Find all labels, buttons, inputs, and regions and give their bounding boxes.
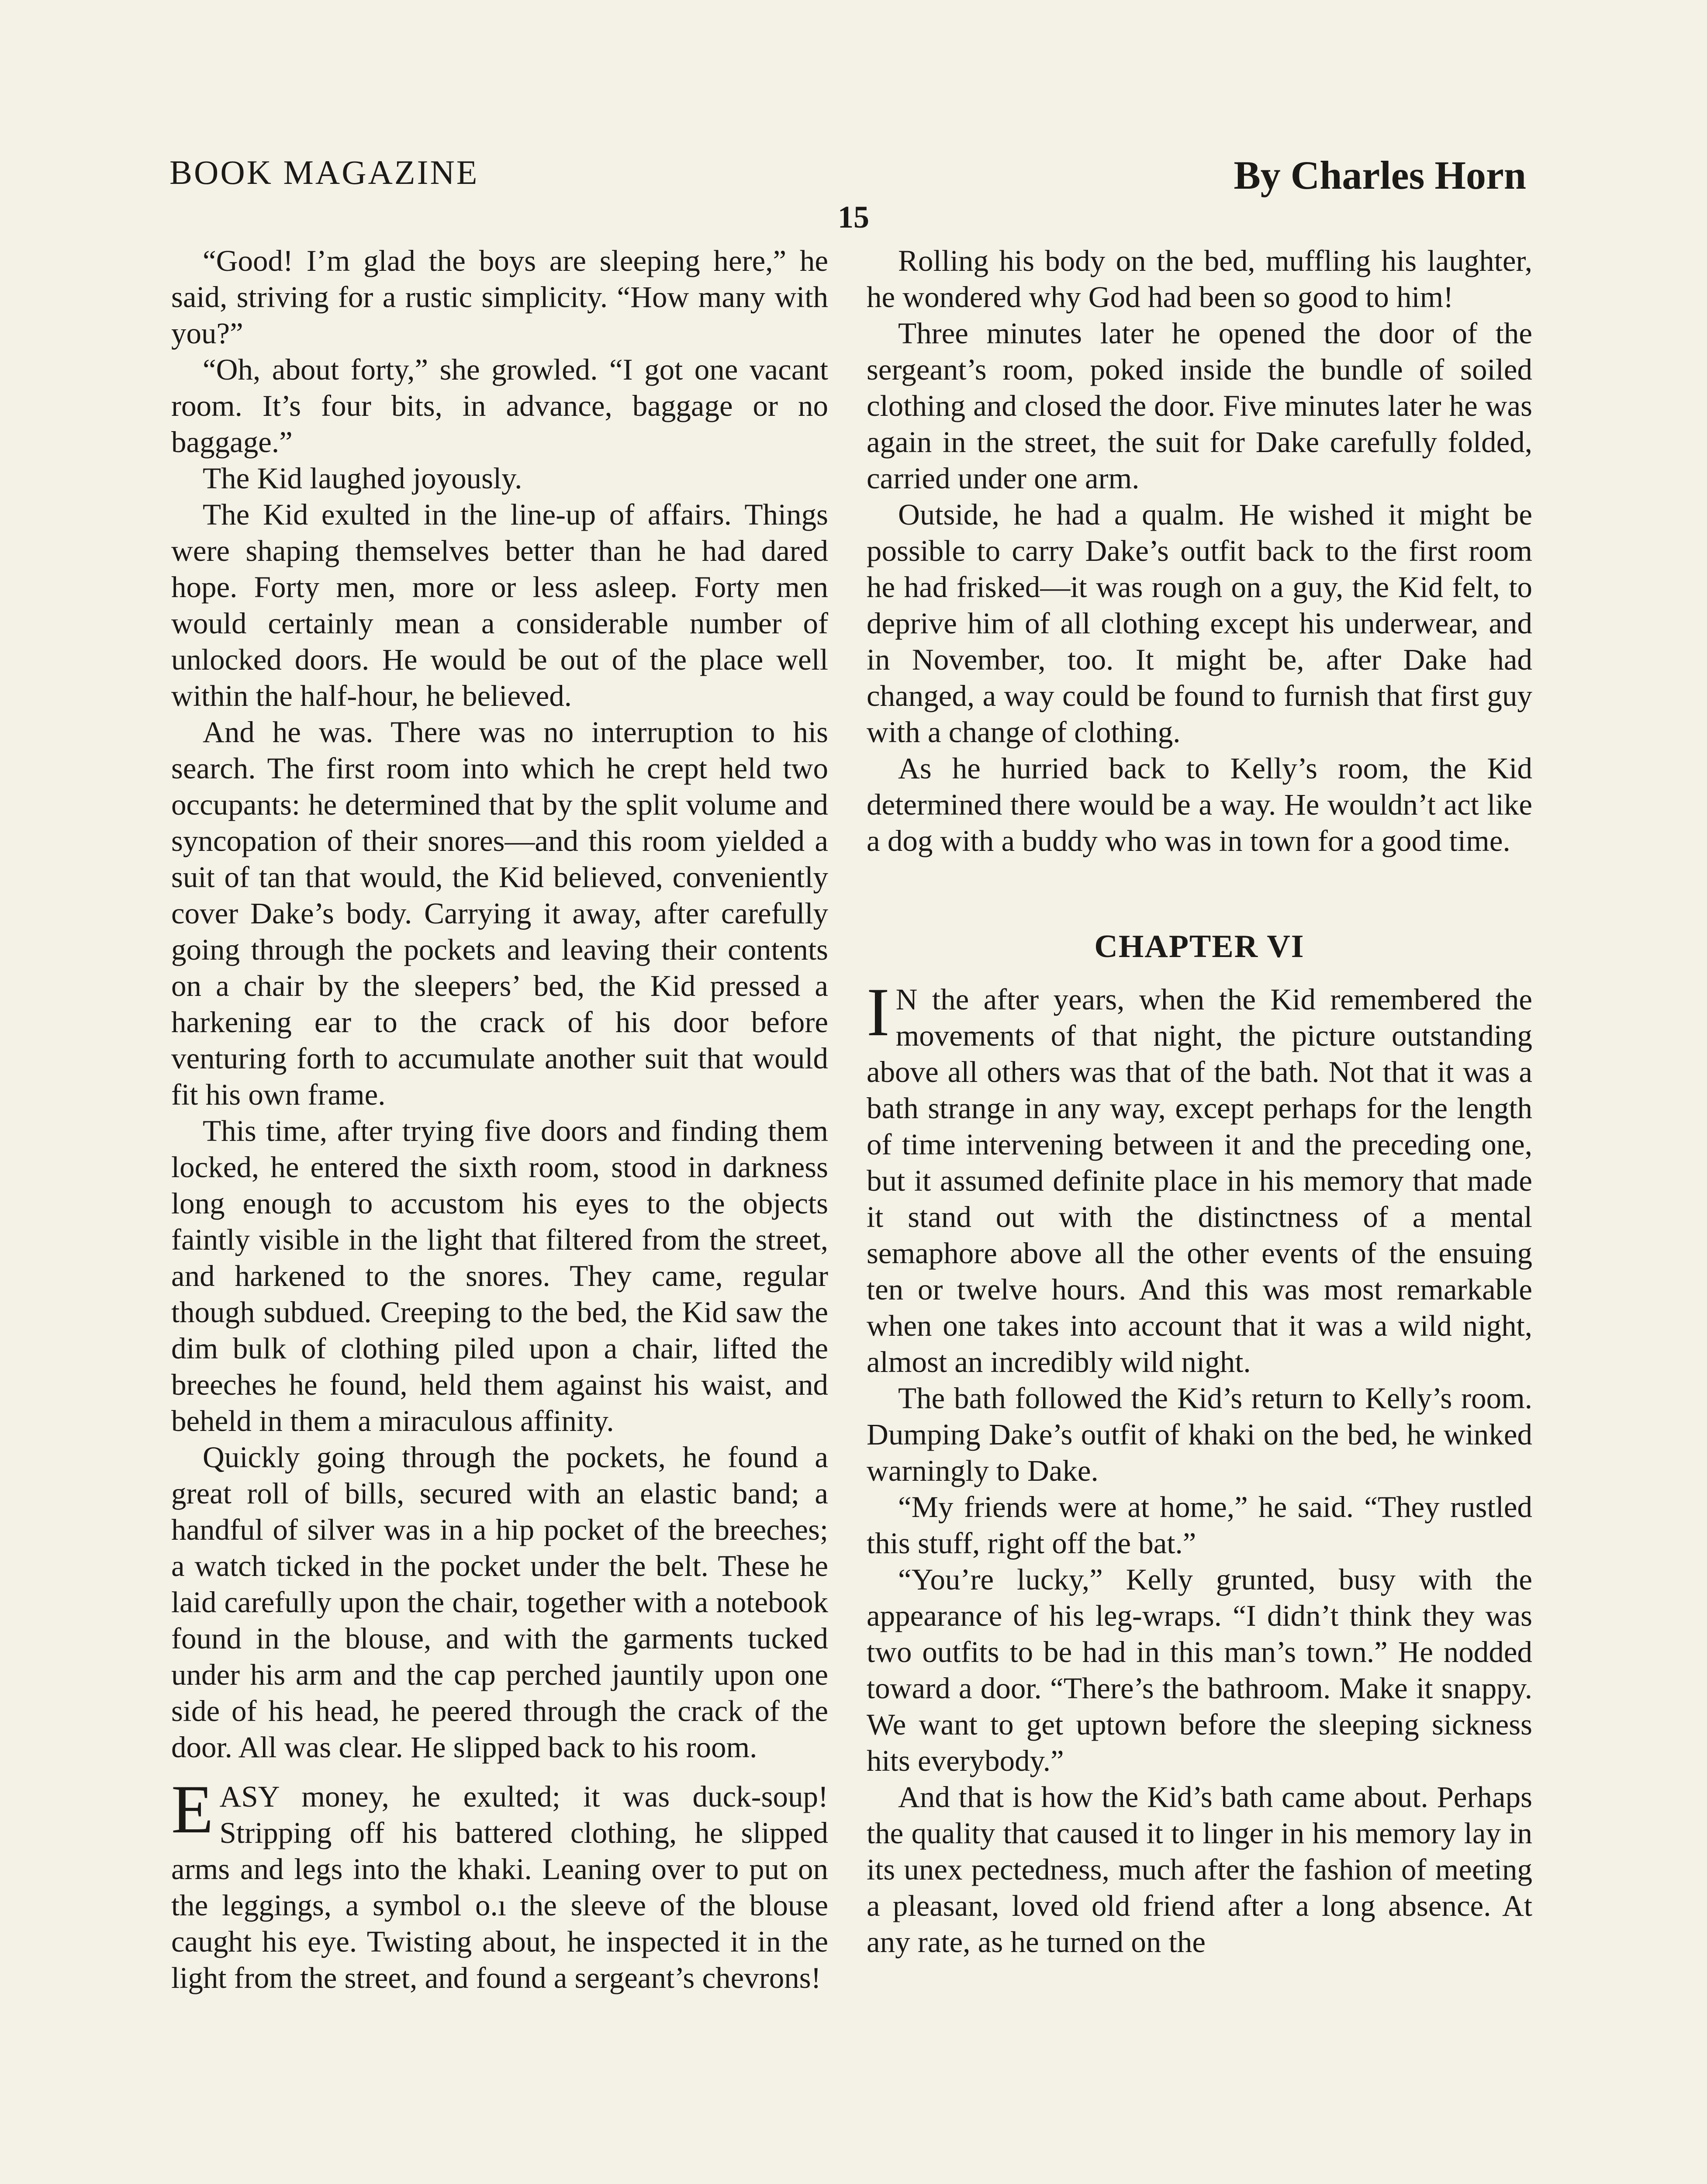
running-head-publication: BOOK MAGAZINE bbox=[169, 153, 479, 191]
drop-cap-paragraph bbox=[171, 1771, 828, 1996]
paragraph: The Kid exulted in the line-up of affairs. Things were shaping themselves better than he had dared hope. Forty men, more or less asleep. Forty men would certainly mean a considerable number of unlocked doors. He would be out of the place well within the half-hour, he believed. bbox=[171, 498, 828, 712]
page-number: 15 bbox=[838, 200, 869, 235]
running-head-author: By Charles Horn bbox=[1234, 153, 1526, 197]
paragraph: As he hurried back to Kelly’s room, the Kid determined there would be a way. He wouldn’t act like a dog with a buddy who was in town for a good time. bbox=[867, 752, 1532, 857]
paragraph: “My friends were at home,” he said. “They rustled this stuff, right off the bat.” bbox=[867, 1490, 1532, 1560]
drop-cap: E bbox=[171, 1771, 214, 1848]
paragraph: The bath followed the Kid’s return to Kelly’s room. Dumping Dake’s outfit of khaki on the bed, he winked warningly to Dake. bbox=[867, 1382, 1532, 1487]
drop-cap: I bbox=[867, 974, 890, 1051]
section-break bbox=[867, 859, 1532, 925]
paragraph: Quickly going through the pockets, he found a great roll of bills, secured with an elastic band; a handful of silver was in a hip pocket of the breeches; a watch ticked in the pocket under the belt. These he laid carefully upon the chair, together with a notebook found in the blouse, and with the garments tucked under his arm and the cap perched jauntily upon one side of his head, he peered through the crack of the door. All was clear. He slipped back to his room. bbox=[171, 1441, 828, 1764]
drop-cap-paragraph-text: ASY money, he exulted; it was duck-soup! Stripping off his battered clothing, he slipped arms and legs into the khaki. Leaning over to put on the leggings, a symbol o.ı the sleeve of the blouse caught his eye. Twisting about, he inspected it in the light from the street, and found a sergeant’s chevrons! bbox=[171, 1780, 828, 1994]
drop-cap-paragraph-text: N the after years, when the Kid remembered the movements of that night, the picture outstanding above all others was that of the bath. Not that it was a bath strange in any way, except perhaps for the length of time intervening between it and the preceding one, but it assumed definite place in his memory that made it stand out with the distinctness of a mental semaphore above all the other events of the ensuing ten or twelve hours. And this was most remarkable when one takes into account that it was a wild night, almost an incredibly wild night. bbox=[867, 983, 1532, 1379]
section-break bbox=[171, 1766, 828, 1779]
left-column bbox=[171, 243, 828, 1996]
paragraph: “You’re lucky,” Kelly grunted, busy with the appearance of his leg-wraps. “I didn’t think they was two outfits to be had in this man’s town.” He nodded toward a door. “There’s the bathroom. Make it snappy. We want to get uptown before the sleeping sickness hits everybody.” bbox=[867, 1563, 1532, 1777]
paragraph: The Kid laughed joyously. bbox=[203, 462, 522, 495]
paragraph: “Oh, about forty,” she growled. “I got one vacant room. It’s four bits, in advance, baggage or no baggage.” bbox=[171, 353, 828, 459]
section-break bbox=[867, 968, 1532, 981]
right-column bbox=[867, 243, 1532, 1960]
paragraph: Three minutes later he opened the door of the sergeant’s room, poked inside the bundle of soiled clothing and closed the door. Five minutes later he was again in the street, the suit for Dake carefully folded, carried under one arm. bbox=[867, 317, 1532, 495]
paragraph: And he was. There was no interruption to his search. The first room into which he crept held two occupants: he determined that by the split volume and syncopation of their snores—and this room yielded a suit of tan that would, the Kid believed, conveniently cover Dake’s body. Carrying it away, after carefully going through the pockets and leaving their contents on a chair by the sleepers’ bed, the Kid pressed a harkening ear to the crack of his door before venturing forth to accumulate another suit that would fit his own frame. bbox=[171, 715, 828, 1111]
paragraph: This time, after trying five doors and finding them locked, he entered the sixth room, stood in darkness long enough to accustom his eyes to the objects faintly visible in the light that filtered from the street, and harkened to the snores. They came, regular though subdued. Creeping to the bed, the Kid saw the dim bulk of clothing piled upon a chair, lifted the breeches he found, held them against his waist, and beheld in them a miraculous affinity. bbox=[171, 1114, 828, 1438]
paragraph: Rolling his body on the bed, muffling his laughter, he wondered why God had been so good to him! bbox=[867, 244, 1532, 314]
chapter-heading: CHAPTER VI bbox=[1094, 929, 1305, 964]
paragraph: “Good! I’m glad the boys are sleeping here,” he said, striving for a rustic simplicity. “How many with you?” bbox=[171, 244, 828, 350]
paragraph: And that is how the Kid’s bath came about. Perhaps the quality that caused it to linger in his memory lay in its unex pectedness, much after the fashion of meeting a pleasant, loved old friend after a long absence. At any rate, as he turned on the bbox=[867, 1780, 1532, 1959]
paragraph: Outside, he had a qualm. He wished it might be possible to carry Dake’s outfit back to the first room he had frisked—it was rough on a guy, the Kid felt, to deprive him of all clothing except his underwear, and in November, too. It might be, after Dake had changed, a way could be found to furnish that first guy with a change of clothing. bbox=[867, 498, 1532, 749]
drop-cap-paragraph bbox=[867, 974, 1532, 1380]
